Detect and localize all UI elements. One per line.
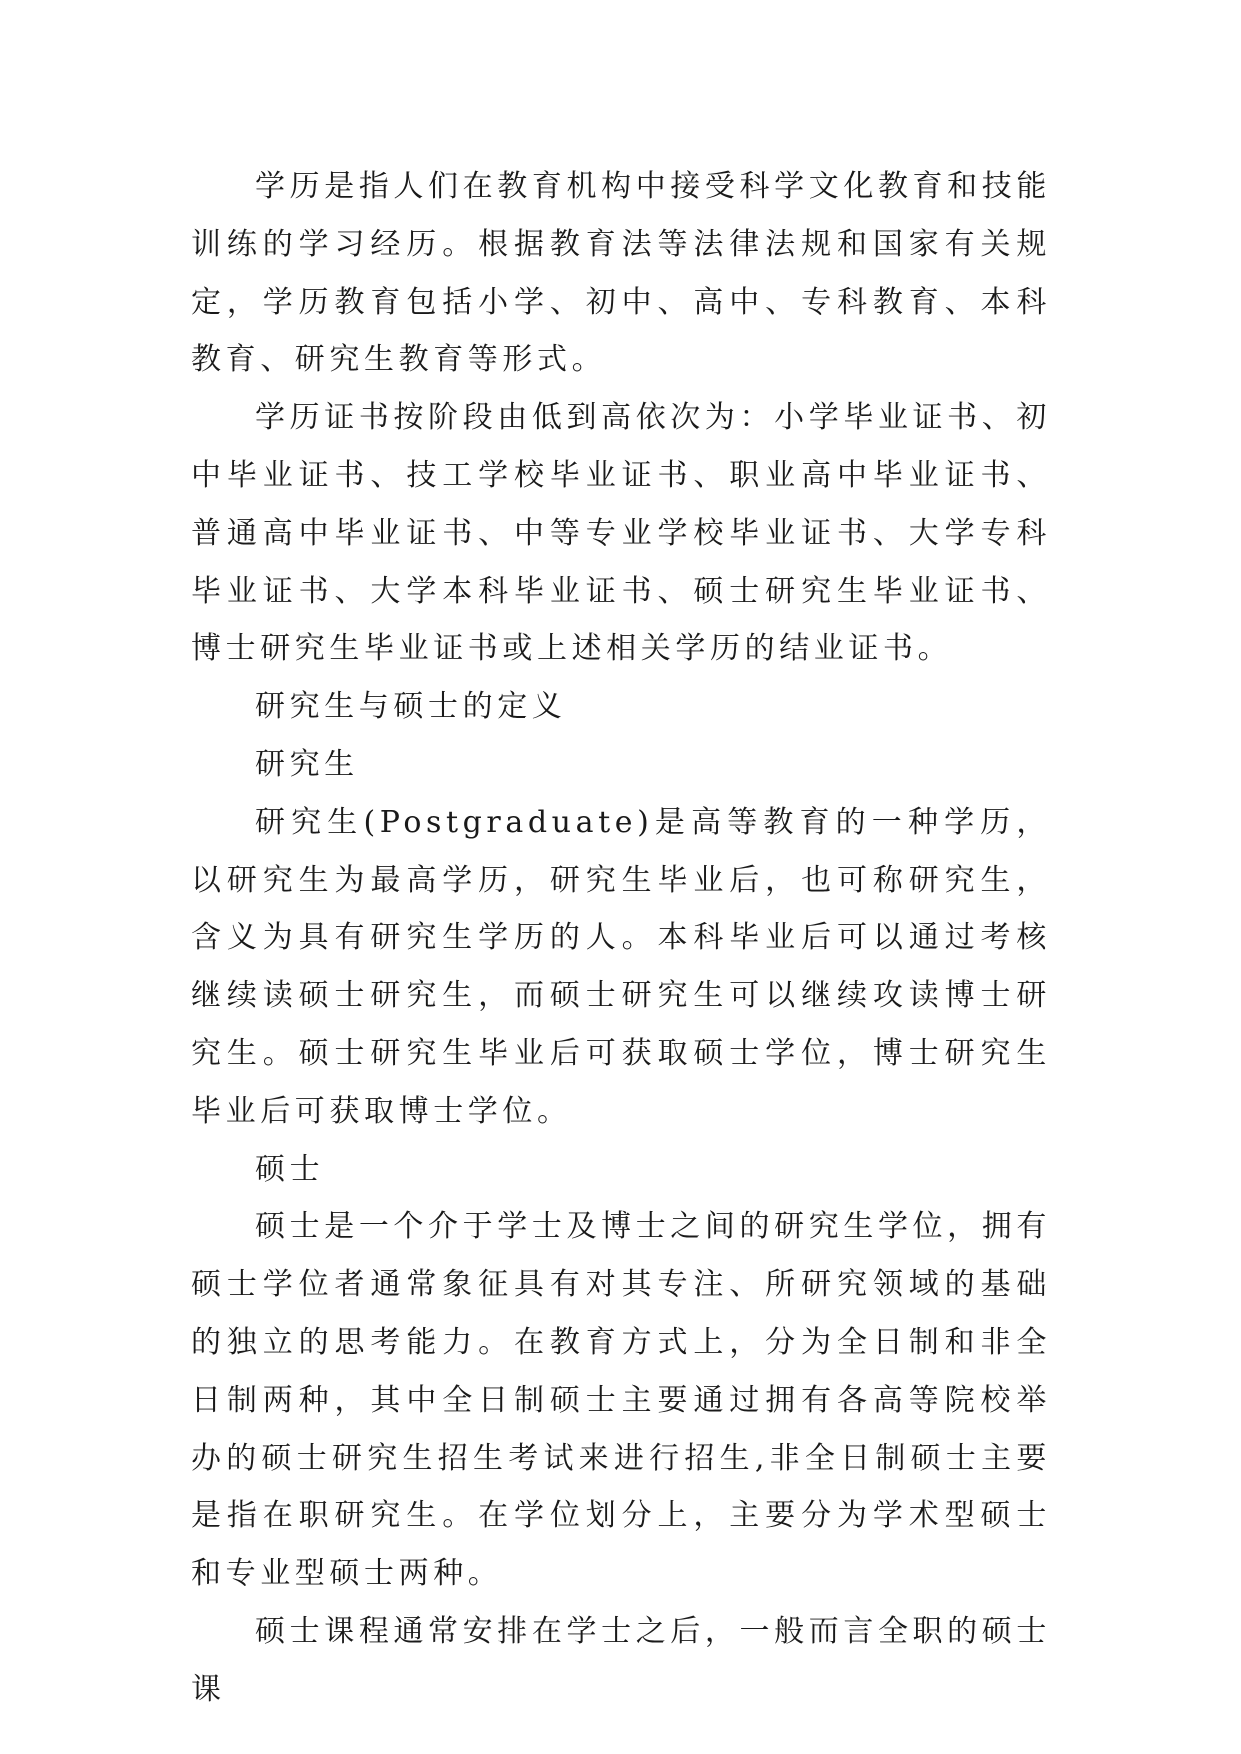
paragraph-education-definition: 学历是指人们在教育机构中接受科学文化教育和技能训练的学习经历。根据教育法等法律法规和国家有关规定，学历教育包括小学、初中、高中、专科教育、本科教育、研究生教育等形式。	[191, 169, 1051, 378]
document-page	[191, 158, 1051, 1719]
paragraph-master: 硕士是一个介于学士及博士之间的研究生学位，拥有硕士学位者通常象征具有对其专注、所研究领域的基础的独立的思考能力。在教育方式上，分为全日制和非全日制两种，其中全日制硕士主要通过拥有各高等院校举办的硕士研究生招生考试来进行招生,非全日制硕士主要是指在职研究生。在学位划分上，主要分为学术型硕士和专业型硕士两种。	[191, 1209, 1051, 1592]
section-heading-definitions: 研究生与硕士的定义	[255, 689, 567, 725]
subheading-postgraduate: 研究生	[255, 746, 359, 782]
paragraph-postgraduate: 研究生(Postgraduate)是高等教育的一种学历，以研究生为最高学历，研究生毕业后，也可称研究生，含义为具有研究生学历的人。本科毕业后可以通过考核继续读硕士研究生，而硕士研究生可以继续攻读博士研究生。硕士研究生毕业后可获取硕士学位，博士研究生毕业后可获取博士学位。	[191, 804, 1051, 1129]
paragraph-master-courses: 硕士课程通常安排在学士之后，一般而言全职的硕士课	[191, 1613, 1051, 1707]
paragraph-certificates: 学历证书按阶段由低到高依次为：小学毕业证书、初中毕业证书、技工学校毕业证书、职业高中毕业证书、普通高中毕业证书、中等专业学校毕业证书、大学专科毕业证书、大学本科毕业证书、硕士研究生毕业证书、博士研究生毕业证书或上述相关学历的结业证书。	[191, 400, 1051, 667]
subheading-master: 硕士	[255, 1151, 325, 1187]
